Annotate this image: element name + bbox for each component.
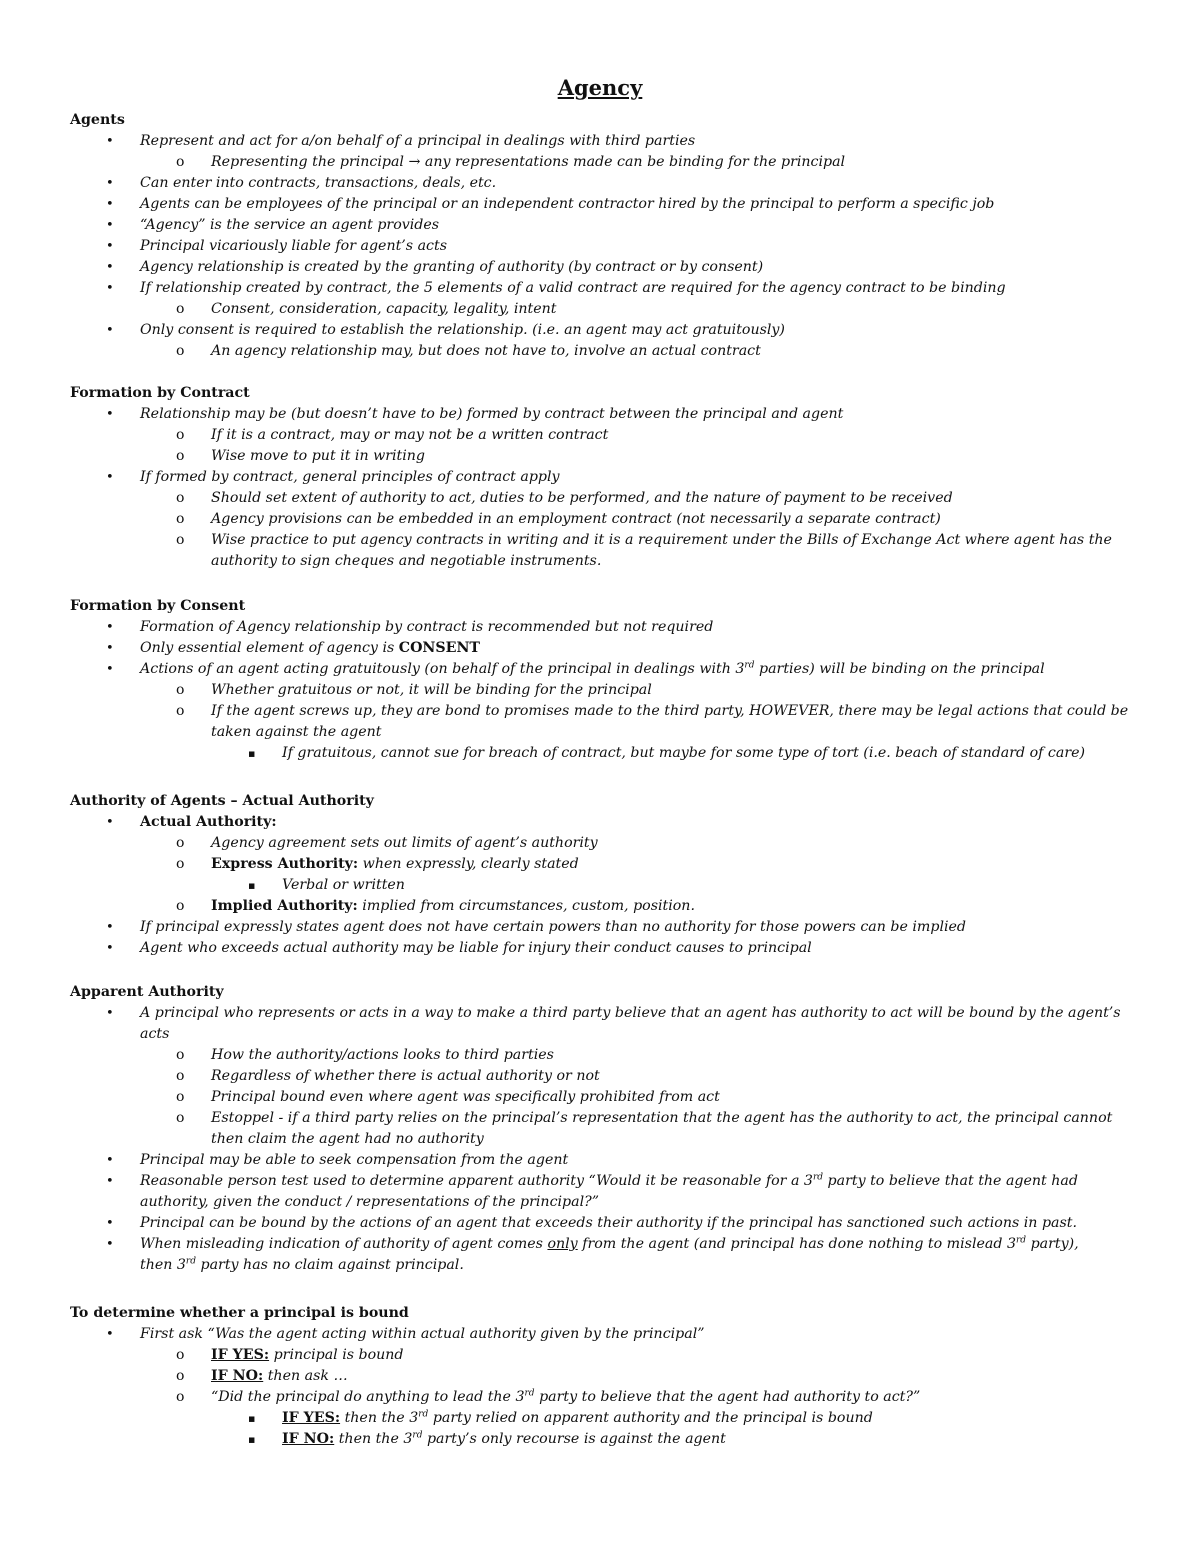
bullet-text: Agency agreement sets out limits of agent’s authority [211, 835, 598, 851]
superscript: rd [412, 1430, 423, 1441]
page-title: Agency [557, 75, 643, 100]
bullet-text: Representing the principal → any representations made can be binding for the principal [211, 154, 846, 170]
bullet-text: Agent who exceeds actual authority may be liable for injury their conduct causes to principal [140, 940, 812, 956]
bullet-item [70, 1213, 1140, 1234]
bullet-item [70, 404, 1140, 425]
sub-bullet-item [70, 152, 1140, 173]
bullet-text: Wise practice to put agency contracts in writing and it is a requirement under the Bills of Exchange Act where agent has the [211, 532, 1112, 548]
bullet-text: If relationship created by contract, the 5 elements of a valid contract are required for the agency contract to be binding [140, 280, 1006, 296]
circle-marker: o [176, 898, 185, 914]
bullet-item [70, 1234, 1140, 1255]
section-apparent-authority [70, 982, 1140, 1276]
bullet-marker: • [106, 1153, 114, 1168]
bullet-marker: • [106, 920, 114, 935]
sub-bullet-item [70, 1066, 1140, 1087]
bullet-text: then ask … [263, 1368, 348, 1384]
bullet-text: Principal may be able to seek compensation from the agent [140, 1152, 569, 1168]
bullet-text: If formed by contract, general principles of contract apply [140, 469, 560, 485]
bullet-item [70, 173, 1140, 194]
bullet-text: An agency relationship may, but does not have to, involve an actual contract [211, 343, 761, 359]
continuation-line [70, 722, 1140, 743]
bullet-text: party’s only recourse is against the agent [422, 1431, 726, 1447]
bullet-item [70, 1171, 1140, 1192]
bullet-marker: • [106, 323, 114, 338]
bullet-marker: • [106, 620, 114, 635]
sub-bullet-item [70, 854, 1140, 875]
section-heading: To determine whether a principal is bound [70, 1305, 409, 1321]
circle-marker: o [176, 511, 185, 527]
bullet-text: Reasonable person test used to determine apparent authority “Would it be reasonable for a 3 [140, 1173, 813, 1189]
bullet-text: Verbal or written [282, 877, 405, 893]
bold-text: Express Authority: [211, 856, 359, 872]
bullet-item [70, 638, 1140, 659]
circle-marker: o [176, 1110, 185, 1126]
bullet-marker: • [106, 470, 114, 485]
sub-bullet-item [70, 509, 1140, 530]
bullet-text: party relied on apparent authority and the principal is bound [428, 1410, 873, 1426]
bullet-marker: • [106, 134, 114, 149]
bullet-text: Agency provisions can be embedded in an employment contract (not necessarily a separate contract) [211, 511, 941, 527]
bullet-marker: • [106, 176, 114, 191]
bullet-marker: • [106, 941, 114, 956]
bullet-marker: • [106, 1174, 114, 1189]
square-marker: ▪ [248, 747, 256, 760]
bullet-item [70, 917, 1140, 938]
sub-bullet-item [70, 1345, 1140, 1366]
section-actual-authority [70, 791, 1140, 959]
bullet-text: Whether gratuitous or not, it will be binding for the principal [211, 682, 652, 698]
bullet-text: When misleading indication of authority of agent comes [140, 1236, 548, 1252]
superscript: rd [524, 1388, 535, 1399]
circle-marker: o [176, 703, 185, 719]
superscript: rd [418, 1409, 429, 1420]
superscript: rd [1015, 1235, 1027, 1246]
bullet-text: Principal vicariously liable for agent’s acts [140, 238, 447, 254]
square-marker: ▪ [248, 1412, 256, 1425]
bullet-item [70, 215, 1140, 236]
circle-marker: o [176, 1047, 185, 1063]
circle-marker: o [176, 532, 185, 548]
bullet-text: party), [1026, 1236, 1079, 1252]
sub-sub-bullet-item [70, 743, 1140, 764]
bullet-text: If principal expressly states agent does not have certain powers than no authority for those powers can be implied [140, 919, 966, 935]
bullet-item [70, 320, 1140, 341]
sub-bullet-item [70, 425, 1140, 446]
continuation-line [70, 551, 1140, 572]
bullet-item [70, 236, 1140, 257]
bullet-text: Consent, consideration, capacity, legality, intent [211, 301, 557, 317]
section-formation-by-contract [70, 383, 1140, 572]
bullet-item [70, 278, 1140, 299]
section-formation-by-consent [70, 596, 1140, 764]
continuation-line [70, 1129, 1140, 1150]
bullet-text: then the 3 [340, 1410, 419, 1426]
bullet-text: “Agency” is the service an agent provides [140, 217, 440, 233]
continuation-line [70, 1255, 1140, 1276]
sub-bullet-item [70, 1045, 1140, 1066]
bold-underlined-text: IF YES: [211, 1347, 270, 1363]
sub-bullet-item [70, 530, 1140, 551]
bullet-text: parties) will be binding on the principal [754, 661, 1045, 677]
superscript: rd [744, 660, 755, 671]
bullet-text: Estoppel - if a third party relies on the principal’s representation that the agent has the authority to act, the principal cannot [211, 1110, 1113, 1126]
circle-marker: o [176, 1347, 185, 1363]
sub-bullet-item [70, 1366, 1140, 1387]
bullet-text: If the agent screws up, they are bond to promises made to the third party, HOWEVER, there may be legal actions that could be [211, 703, 1129, 719]
sub-bullet-item [70, 341, 1140, 362]
bullet-marker: • [106, 815, 114, 830]
bullet-text: party to believe that the agent had authority to act?” [534, 1389, 921, 1405]
bullet-text: Actions of an agent acting gratuitously (on behalf of the principal in dealings with 3 [140, 661, 745, 677]
bullet-marker: • [106, 1216, 114, 1231]
bullet-text: Only consent is required to establish the relationship. (i.e. an agent may act gratuitously) [140, 322, 785, 338]
bullet-text: implied from circumstances, custom, position. [357, 898, 695, 914]
bullet-marker: • [106, 662, 114, 677]
bullet-text: Principal bound even where agent was specifically prohibited from act [211, 1089, 720, 1105]
section-heading: Authority of Agents – Actual Authority [70, 793, 374, 809]
sub-bullet-item [70, 299, 1140, 320]
circle-marker: o [176, 154, 185, 170]
superscript: rd [812, 1172, 824, 1183]
bullet-marker: • [106, 197, 114, 212]
bullet-text: “Did the principal do anything to lead the 3 [211, 1389, 525, 1405]
bullet-item [70, 659, 1140, 680]
bullet-marker: • [106, 239, 114, 254]
circle-marker: o [176, 490, 185, 506]
bullet-text: from the agent (and principal has done nothing to mislead 3 [577, 1236, 1016, 1252]
section-principal-bound [70, 1303, 1140, 1450]
bullet-marker: • [106, 407, 114, 422]
bullet-text: party has no claim against principal. [196, 1257, 464, 1273]
bullet-text: Represent and act for a/on behalf of a principal in dealings with third parties [140, 133, 696, 149]
circle-marker: o [176, 1089, 185, 1105]
bullet-marker: • [106, 218, 114, 233]
sub-bullet-item [70, 1087, 1140, 1108]
bullet-text: How the authority/actions looks to third parties [211, 1047, 554, 1063]
underlined-text: only [547, 1236, 578, 1252]
section-agents [70, 110, 1140, 362]
continuation-line [70, 1192, 1140, 1213]
circle-marker: o [176, 1368, 185, 1384]
bold-text: CONSENT [398, 640, 480, 656]
bullet-text: Only essential element of agency is [140, 640, 399, 656]
sub-sub-bullet-item [70, 1408, 1140, 1429]
bold-text: Implied Authority: [211, 898, 358, 914]
bullet-text: If gratuitous, cannot sue for breach of contract, but maybe for some type of tort (i.e. beach of standard of care) [282, 745, 1086, 761]
section-heading: Agents [70, 112, 125, 128]
bold-underlined-text: IF YES: [282, 1410, 341, 1426]
sub-bullet-item [70, 446, 1140, 467]
sub-sub-bullet-item [70, 875, 1140, 896]
bullet-text: when expressly, clearly stated [358, 856, 579, 872]
bullet-item [70, 938, 1140, 959]
bullet-text: Relationship may be (but doesn’t have to be) formed by contract between the principal and agent [140, 406, 844, 422]
continuation-line [70, 1024, 1140, 1045]
sub-bullet-item [70, 1387, 1140, 1408]
circle-marker: o [176, 448, 185, 464]
bullet-marker: • [106, 641, 114, 656]
square-marker: ▪ [248, 879, 256, 892]
bullet-item [70, 1003, 1140, 1024]
sub-bullet-item [70, 680, 1140, 701]
bullet-item [70, 812, 1140, 833]
sub-bullet-item [70, 833, 1140, 854]
bullet-marker: • [106, 1006, 114, 1021]
bullet-item [70, 1324, 1140, 1345]
bullet-text: Can enter into contracts, transactions, deals, etc. [140, 175, 497, 191]
bullet-item [70, 617, 1140, 638]
bullet-item [70, 467, 1140, 488]
square-marker: ▪ [248, 1433, 256, 1446]
sub-bullet-item [70, 488, 1140, 509]
section-heading: Formation by Contract [70, 385, 250, 401]
bullet-item [70, 1150, 1140, 1171]
circle-marker: o [176, 427, 185, 443]
bullet-text: party to believe that the agent had [823, 1173, 1078, 1189]
bullet-marker: • [106, 1237, 114, 1252]
bullet-text: Agency relationship is created by the granting of authority (by contract or by consent) [140, 259, 764, 275]
bullet-text: Agents can be employees of the principal or an independent contractor hired by the principal to perform a specific job [140, 196, 995, 212]
bullet-text: Wise move to put it in writing [211, 448, 426, 464]
circle-marker: o [176, 682, 185, 698]
bullet-text: authority to sign cheques and negotiable instruments. [211, 553, 602, 569]
bullet-marker: • [106, 260, 114, 275]
superscript: rd [185, 1256, 196, 1267]
bullet-text: Formation of Agency relationship by contract is recommended but not required [140, 619, 714, 635]
bullet-text: then claim the agent had no authority [211, 1131, 484, 1147]
bullet-text: Principal can be bound by the actions of an agent that exceeds their authority if the principal has sanctioned such actions in past. [140, 1215, 1077, 1231]
bullet-text: principal is bound [269, 1347, 404, 1363]
sub-bullet-item [70, 1108, 1140, 1129]
bold-text: Actual Authority: [140, 814, 277, 830]
bullet-text: taken against the agent [211, 724, 382, 740]
bullet-text: Should set extent of authority to act, duties to be performed, and the nature of payment to be received [211, 490, 953, 506]
bullet-item [70, 257, 1140, 278]
circle-marker: o [176, 343, 185, 359]
bullet-marker: • [106, 281, 114, 296]
bullet-text: First ask “Was the agent acting within actual authority given by the principal” [140, 1326, 705, 1342]
circle-marker: o [176, 856, 185, 872]
circle-marker: o [176, 835, 185, 851]
bullet-text: Regardless of whether there is actual authority or not [211, 1068, 600, 1084]
bullet-text: then 3 [140, 1257, 186, 1273]
sub-sub-bullet-item [70, 1429, 1140, 1450]
bold-underlined-text: IF NO: [211, 1368, 264, 1384]
circle-marker: o [176, 301, 185, 317]
section-heading: Formation by Consent [70, 598, 246, 614]
section-heading: Apparent Authority [70, 984, 224, 1000]
bold-underlined-text: IF NO: [282, 1431, 335, 1447]
circle-marker: o [176, 1068, 185, 1084]
bullet-item [70, 194, 1140, 215]
sub-bullet-item [70, 896, 1140, 917]
bullet-item [70, 131, 1140, 152]
bullet-text: then the 3 [334, 1431, 413, 1447]
bullet-text: acts [140, 1026, 170, 1042]
circle-marker: o [176, 1389, 185, 1405]
sub-bullet-item [70, 701, 1140, 722]
bullet-text: A principal who represents or acts in a way to make a third party believe that an agent has authority to act will be bound by the agent’s [140, 1005, 1121, 1021]
bullet-text: If it is a contract, may or may not be a written contract [211, 427, 609, 443]
bullet-marker: • [106, 1327, 114, 1342]
bullet-text: authority, given the conduct / representations of the principal?” [140, 1194, 599, 1210]
